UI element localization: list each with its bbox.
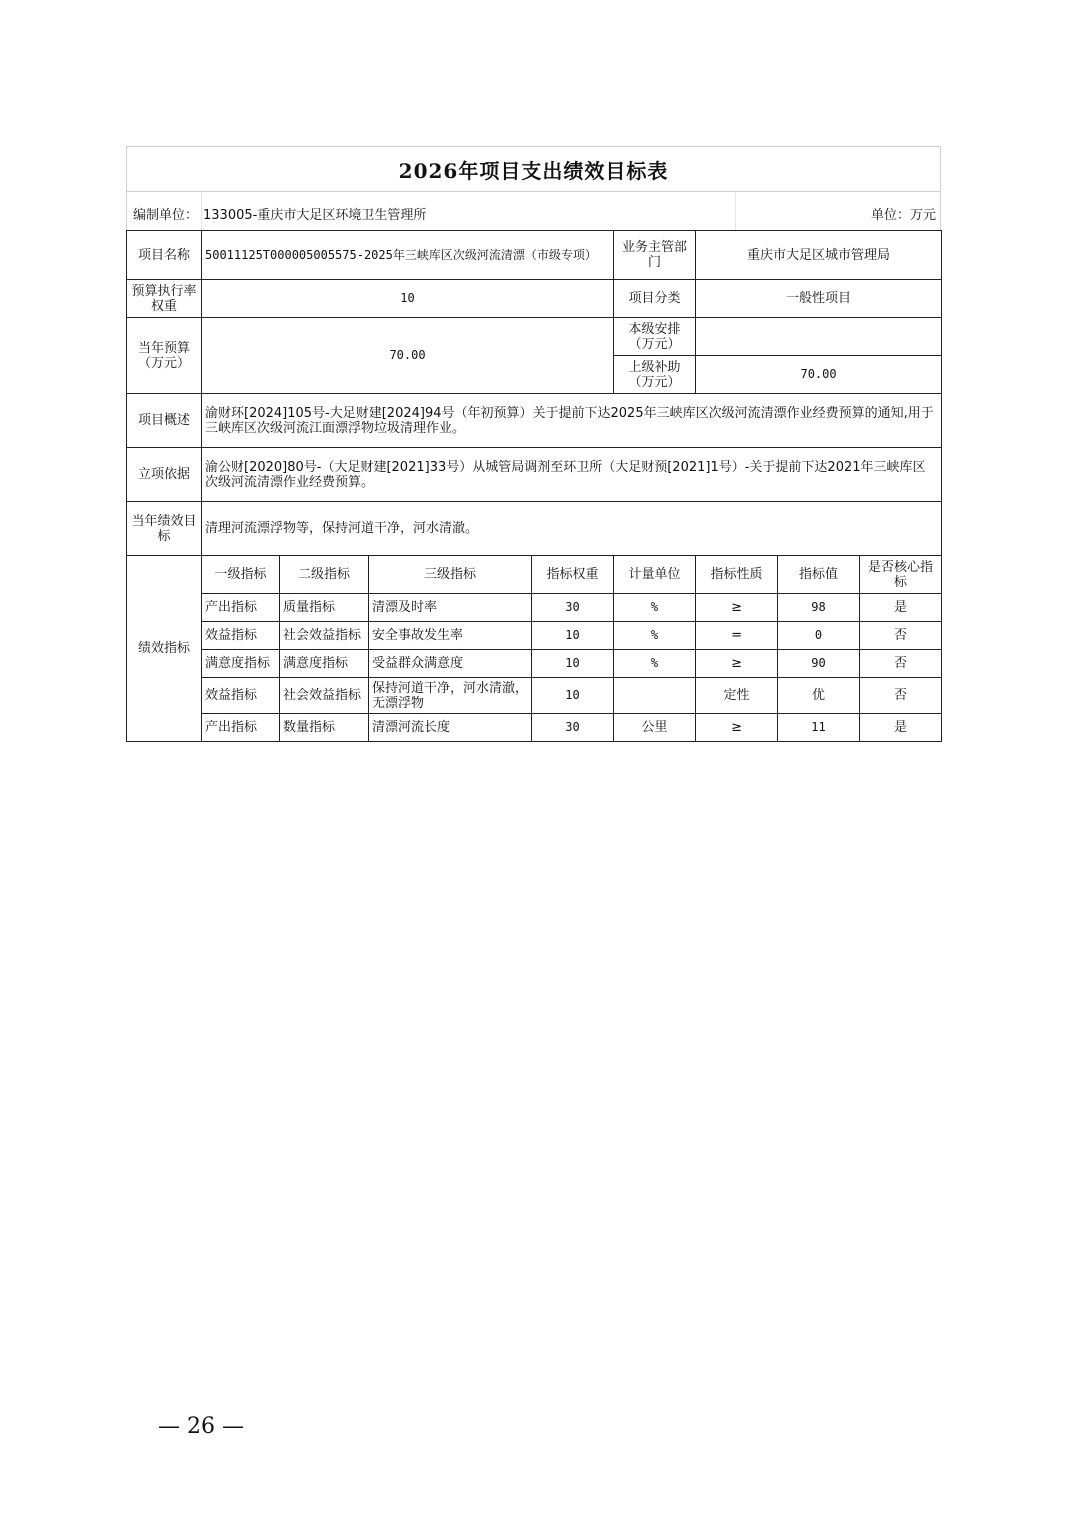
compiler-row [126,191,941,230]
level2-cell: 满意度指标 [280,650,369,678]
performance-table [126,230,942,742]
weight-cell: 30 [532,594,614,622]
unit-cell: % [614,650,696,678]
header-level3: 三级指标 [369,556,532,594]
project-name-value: 50011125T000005005575-2025年三峡库区次级河流清漂（市级专项） [202,231,614,280]
basis-label: 立项依据 [127,448,202,502]
nature-cell: = [696,622,778,650]
level1-cell: 满意度指标 [202,650,280,678]
core-cell: 是 [860,714,942,742]
header-nature: 指标性质 [696,556,778,594]
nature-cell: ≥ [696,650,778,678]
category-value: 一般性项目 [696,280,942,318]
weight-cell: 30 [532,714,614,742]
divider [735,192,736,230]
level2-cell: 数量指标 [280,714,369,742]
overview-label: 项目概述 [127,394,202,448]
header-core: 是否核心指标 [860,556,942,594]
value-cell: 0 [778,622,860,650]
budget-label: 当年预算（万元） [127,318,202,394]
nature-cell: ≥ [696,714,778,742]
goal-value: 清理河流漂浮物等，保持河道干净，河水清澈。 [202,502,942,556]
compiler-value: 133005-重庆市大足区环境卫生管理所 [203,208,427,223]
table-row [127,714,942,742]
level3-cell: 保持河道干净，河水清澈，无漂浮物 [369,678,532,714]
upper-value: 70.00 [696,356,942,394]
dept-label: 业务主管部门 [614,231,696,280]
header-weight: 指标权重 [532,556,614,594]
weight-cell: 10 [532,678,614,714]
basis-value: 渝公财[2020]80号-（大足财建[2021]33号）从城管局调剂至环卫所（大足财预[2021]1号）-关于提前下达2021年三峡库区次级河流清漂作业经费预算。 [202,448,942,502]
core-cell: 否 [860,622,942,650]
value-cell: 优 [778,678,860,714]
unit-cell: 公里 [614,714,696,742]
table-row [127,650,942,678]
weight-cell: 10 [532,650,614,678]
level3-cell: 清漂及时率 [369,594,532,622]
value-cell: 11 [778,714,860,742]
unit-cell: % [614,622,696,650]
indicators-label: 绩效指标 [127,556,202,742]
weight-cell: 10 [532,622,614,650]
table-title: 2026年项目支出绩效目标表 [126,146,941,191]
upper-label: 上级补助（万元） [614,356,696,394]
level2-cell: 社会效益指标 [280,622,369,650]
level3-cell: 安全事故发生率 [369,622,532,650]
budget-value: 70.00 [202,318,614,394]
table-row [127,622,942,650]
value-cell: 98 [778,594,860,622]
level1-cell: 效益指标 [202,622,280,650]
unit-cell [614,678,696,714]
level2-cell: 质量指标 [280,594,369,622]
level1-cell: 产出指标 [202,714,280,742]
local-label: 本级安排（万元） [614,318,696,356]
local-value [696,318,942,356]
level1-cell: 产出指标 [202,594,280,622]
level3-cell: 受益群众满意度 [369,650,532,678]
value-cell: 90 [778,650,860,678]
core-cell: 是 [860,594,942,622]
nature-cell: 定性 [696,678,778,714]
divider [201,192,202,230]
project-name-label: 项目名称 [127,231,202,280]
header-level1: 一级指标 [202,556,280,594]
performance-table-sheet [126,146,941,742]
header-level2: 二级指标 [280,556,369,594]
compiler-label: 编制单位： [133,208,199,223]
core-cell: 否 [860,678,942,714]
unit-cell: % [614,594,696,622]
goal-label: 当年绩效目标 [127,502,202,556]
table-row [127,594,942,622]
exec-weight-value: 10 [202,280,614,318]
category-label: 项目分类 [614,280,696,318]
dept-value: 重庆市大足区城市管理局 [696,231,942,280]
exec-weight-label: 预算执行率权重 [127,280,202,318]
header-unit: 计量单位 [614,556,696,594]
page-number: — 26 — [158,1414,244,1439]
overview-value: 渝财环[2024]105号-大足财建[2024]94号（年初预算）关于提前下达2025年三峡库区次级河流清漂作业经费预算的通知,用于三峡库区次级河流江面漂浮物垃圾清理作业。 [202,394,942,448]
level3-cell: 清漂河流长度 [369,714,532,742]
money-unit: 单位：万元 [870,208,936,223]
level2-cell: 社会效益指标 [280,678,369,714]
nature-cell: ≥ [696,594,778,622]
level1-cell: 效益指标 [202,678,280,714]
table-row [127,678,942,714]
header-value: 指标值 [778,556,860,594]
core-cell: 否 [860,650,942,678]
